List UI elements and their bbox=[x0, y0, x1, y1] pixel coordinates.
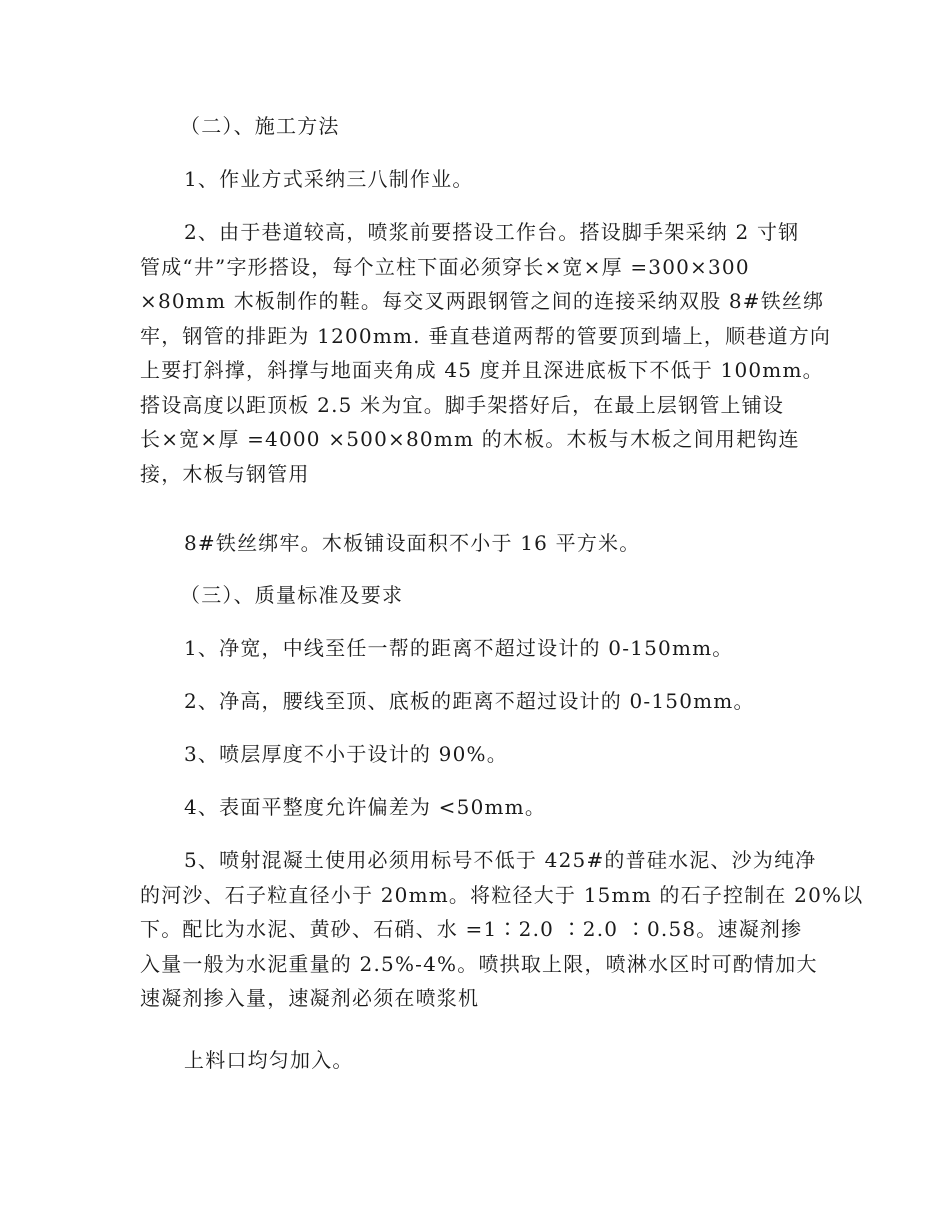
paragraph-line: 上料口均匀加入。 bbox=[184, 1048, 354, 1072]
paragraph-shotcrete-mix bbox=[140, 843, 864, 1016]
paragraph-spray-thickness bbox=[140, 737, 859, 772]
paragraph-line: 2、净高，腰线至顶、底板的距离不超过设计的 0-150mm。 bbox=[184, 689, 755, 713]
paragraph-line: ×80mm 木板制作的鞋。每交叉两跟钢管之间的连接采纳双股 8#铁丝绑 bbox=[140, 289, 825, 313]
paragraph-line: 的河沙、石子粒直径小于 20mm。将粒径大于 15mm 的石子控制在 20%以 bbox=[140, 882, 864, 907]
paragraph-line: 8#铁丝绑牢。木板铺设面积不小于 16 平方米。 bbox=[184, 531, 641, 555]
paragraph-line: 3、喷层厚度不小于设计的 90%。 bbox=[184, 742, 508, 766]
paragraph-work-mode bbox=[140, 162, 859, 197]
paragraph-line: 管成“井”字形搭设，每个立柱下面必须穿长×宽×厚 =300×300 bbox=[140, 254, 750, 279]
paragraph-line: 搭设高度以距顶板 2.5 米为宜。脚手架搭好后，在最上层钢管上铺设 bbox=[140, 392, 785, 417]
paragraph-line: 牢，钢管的排距为 1200mm. 垂直巷道两帮的管要顶到墙上，顺巷道方向 bbox=[140, 323, 832, 348]
paragraph-flatness bbox=[140, 790, 859, 825]
paragraph-line: 1、作业方式采纳三八制作业。 bbox=[184, 167, 474, 191]
paragraph-scaffolding-continued bbox=[140, 526, 859, 561]
paragraph-line: 4、表面平整度允许偏差为 <50mm。 bbox=[184, 795, 547, 819]
paragraph-line: 2、由于巷道较高，喷浆前要搭设工作台。搭设脚手架采纳 2 寸钢 bbox=[184, 220, 800, 244]
paragraph-line: 入量一般为水泥重量的 2.5%-4%。喷拱取上限，喷淋水区时可酌情加大 bbox=[140, 951, 818, 976]
paragraph-line: 5、喷射混凝土使用必须用标号不低于 425#的普硅水泥、沙为纯净 bbox=[184, 848, 817, 872]
paragraph-shotcrete-continued bbox=[140, 1043, 859, 1078]
paragraph-line: 长×宽×厚 =4000 ×500×80mm 的木板。木板与木板之间用耙钩连 bbox=[140, 427, 800, 451]
paragraph-net-height bbox=[140, 684, 859, 719]
paragraph-line: 上要打斜撑，斜撑与地面夹角成 45 度并且深进底板下不低于 100mm。 bbox=[140, 358, 824, 382]
paragraph-line: 接，木板与钢管用 bbox=[140, 461, 310, 486]
section-heading-quality-standards bbox=[140, 578, 855, 613]
paragraph-scaffolding bbox=[140, 215, 832, 491]
heading-text: （三）、质量标准及要求 bbox=[180, 583, 404, 607]
paragraph-line: 速凝剂掺入量，速凝剂必须在喷浆机 bbox=[140, 986, 480, 1010]
paragraph-line: 1、净宽，中线至任一帮的距离不超过设计的 0-150mm。 bbox=[184, 636, 734, 660]
heading-text: （二）、施工方法 bbox=[180, 114, 340, 138]
section-heading-construction-method bbox=[140, 109, 855, 144]
paragraph-net-width bbox=[140, 631, 859, 666]
paragraph-line: 下。配比为水泥、黄砂、石硝、水 =1∶2.0 ∶2.0 ∶0.58。速凝剂掺 bbox=[140, 917, 803, 941]
